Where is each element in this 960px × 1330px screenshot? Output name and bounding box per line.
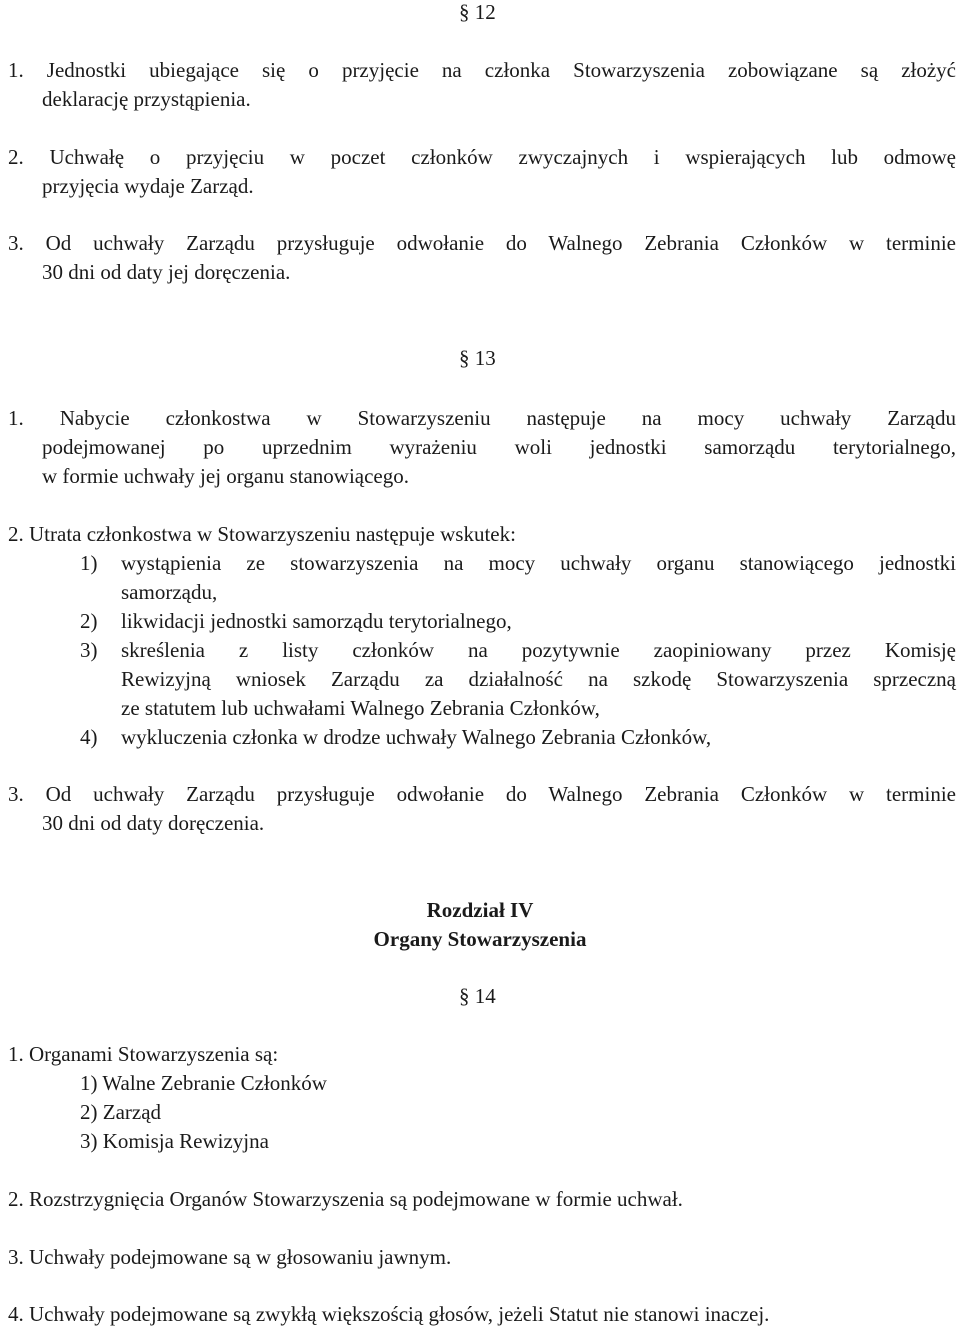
chapter-heading: Rozdział IV — [426, 898, 534, 922]
s12-item1-line1: 1. Jednostki ubiegające się o przyjęcie na członka Stowarzyszenia zobowiązane są złożyć — [8, 58, 956, 82]
section-14-mark: § 14 — [459, 984, 496, 1008]
s13-sub3-line1: skreślenia z listy członków na pozytywnie zaopiniowany przez Komisję — [121, 638, 956, 662]
chapter-title: Organy Stowarzyszenia — [373, 927, 587, 951]
section-13-mark: § 13 — [459, 346, 496, 370]
s13-item3-line2: 30 dni od daty doręczenia. — [42, 811, 265, 835]
s14-item2: 2. Rozstrzygnięcia Organów Stowarzyszenia są podejmowane w formie uchwał. — [8, 1187, 683, 1211]
s13-item1-line1: 1. Nabycie członkostwa w Stowarzyszeniu następuje na mocy uchwały Zarządu — [8, 406, 956, 430]
s13-item2-line1: 2. Utrata członkostwa w Stowarzyszeniu następuje wskutek: — [8, 522, 516, 546]
s13-sub4-number: 4) — [80, 725, 98, 749]
s13-sub1-number: 1) — [80, 551, 98, 575]
s13-item1-line2: podejmowanej po uprzednim wyrażeniu woli jednostki samorządu terytorialnego, — [42, 435, 956, 459]
s14-item1-sub3: 3) Komisja Rewizyjna — [80, 1129, 269, 1153]
s13-sub1-line2: samorządu, — [121, 580, 218, 604]
s13-sub3-line3: ze statutem lub uchwałami Walnego Zebrania Członków, — [121, 696, 600, 720]
s13-item3-line1: 3. Od uchwały Zarządu przysługuje odwołanie do Walnego Zebrania Członków w terminie — [8, 782, 956, 806]
s13-sub2-number: 2) — [80, 609, 98, 633]
s12-item3-line2: 30 dni od daty jej doręczenia. — [42, 260, 291, 284]
s12-item1-line2: deklarację przystąpienia. — [42, 87, 251, 111]
s12-item3-line1: 3. Od uchwały Zarządu przysługuje odwołanie do Walnego Zebrania Członków w terminie — [8, 231, 956, 255]
s13-sub1-line1: wystąpienia ze stowarzyszenia na mocy uchwały organu stanowiącego jednostki — [121, 551, 956, 575]
s14-item3: 3. Uchwały podejmowane są w głosowaniu jawnym. — [8, 1245, 452, 1269]
s14-item4: 4. Uchwały podejmowane są zwykłą większością głosów, jeżeli Statut nie stanowi inaczej. — [8, 1302, 770, 1326]
s12-item2-line1: 2. Uchwałę o przyjęciu w poczet członków zwyczajnych i wspierających lub odmowę — [8, 145, 956, 169]
s12-item2-line2: przyjęcia wydaje Zarząd. — [42, 174, 254, 198]
section-12-mark: § 12 — [459, 0, 496, 24]
s14-item1-sub2: 2) Zarząd — [80, 1100, 162, 1124]
s14-item1-sub1: 1) Walne Zebranie Członków — [80, 1071, 327, 1095]
s13-sub2-line1: likwidacji jednostki samorządu terytorialnego, — [121, 609, 512, 633]
s14-item1-line1: 1. Organami Stowarzyszenia są: — [8, 1042, 279, 1066]
s13-sub4-line1: wykluczenia członka w drodze uchwały Walnego Zebrania Członków, — [121, 725, 712, 749]
s13-sub3-line2: Rewizyjną wniosek Zarządu za działalność na szkodę Stowarzyszenia sprzeczną — [121, 667, 956, 691]
s13-item1-line3: w formie uchwały jej organu stanowiącego. — [42, 464, 409, 488]
s13-sub3-number: 3) — [80, 638, 98, 662]
